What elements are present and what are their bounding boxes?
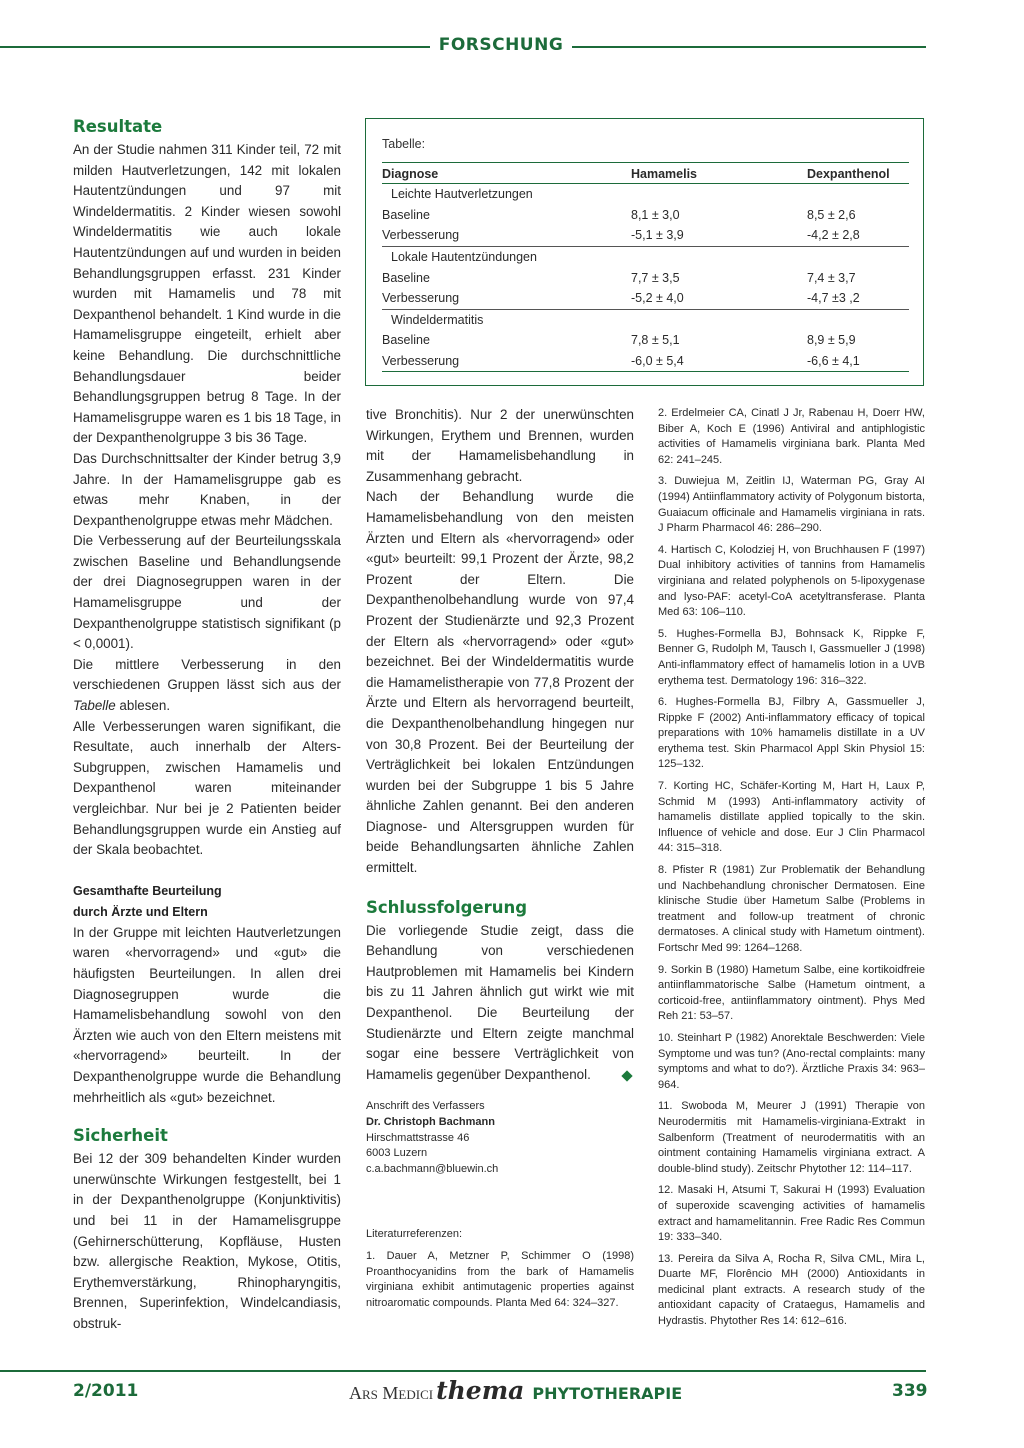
table-header: Dexpanthenol — [807, 163, 909, 184]
text-run: ablesen. — [115, 698, 171, 714]
assessment-heading-line-2: durch Ärzte und Eltern — [73, 904, 208, 919]
author-city: 6003 Luzern — [366, 1147, 428, 1160]
table-cell: 7,8 ± 5,1 — [631, 333, 680, 348]
header-rule-left — [0, 46, 430, 48]
table-header: Diagnose — [382, 163, 631, 184]
table-row — [382, 267, 909, 288]
text-run: Die mittlere Verbesserung in den verschiedenen Gruppen lässt sich aus der — [73, 656, 341, 693]
address-label: Anschrift des Verfassers — [366, 1100, 485, 1113]
header-rule-right — [572, 46, 926, 48]
paragraph — [366, 921, 634, 1086]
table-cell: 8,1 ± 3,0 — [631, 207, 680, 222]
reference-item: 6. Hughes-Formella BJ, Filbry A, Gassmueller J, Rippke F (2002) Anti-inflammatory efficacy of topical preparations with 10% hamamelis distillate in a UV erythema test. Skin Pharmacol Appl Skin Physiol 15: 125–132. — [658, 696, 925, 771]
reference-item: 4. Hartisch C, Kolodziej H, von Bruchhausen F (1997) Dual inhibitory activities of tannins from Hamamelis virginiana and related polyphenols on 5-lipoxygenase and lyso-PAF: acetyl-CoA acetyltransferase. Planta Med 63: 106–110. — [658, 543, 925, 619]
table-cell: Baseline — [382, 207, 430, 222]
safety-heading: Sicherheit — [73, 1126, 168, 1146]
assessment-heading-line-1: Gesamthafte Beurteilung — [73, 883, 222, 898]
paragraph — [73, 655, 341, 717]
paragraph: An der Studie nahmen 311 Kinder teil, 72 mit milden Hautverletzungen, 142 mit lokalen Hautentzündungen und 97 mit Windeldermatitis. 2 Kinder wiesen sowohl Windeldermatitis wie auch lokale Hautentzündungen auf und wurden in beiden Behandlungsgruppen erfasst. 231 Kinder wurden mit Hamamelis und 78 mit Dexpanthenol behandelt. 1 Kind wurde in die Hamamelisgruppe eingeteilt, erhielt aber keine Behandlung. Die durchschnittliche Behandlungsdauer beider Behandlungsgruppen betrug 8 Tage. In der Hamamelisgruppe waren es 1 bis 18 Tage, in der Dexpanthenolgruppe 3 bis 36 Tage. — [73, 142, 341, 446]
results-table-box — [365, 118, 924, 386]
table-cell: 7,7 ± 3,5 — [631, 270, 680, 285]
reference-item: 1. Dauer A, Metzner P, Schimmer O (1998) Proanthocyanidins from the bark of Hamamelis virginiana exhibit antimutagenic properties against nitroaromatic compounds. Planta Med 64: 324–327. — [366, 1249, 634, 1309]
reference-item: 2. Erdelmeier CA, Cinatl J Jr, Rabenau H, Doerr HW, Biber A, Koch E (1996) Antiviral and antiphlogistic activities of Hamamelis virginiana bark. Planta Med 62: 241–245. — [658, 407, 925, 466]
table-cell: 8,9 ± 5,9 — [807, 333, 856, 348]
issue-number: 2/2011 — [73, 1381, 139, 1401]
paragraph: Bei 12 der 309 behandelten Kinder wurden unerwünschte Wirkungen festgestellt, bei 1 in der Dexpanthenolgruppe (Konjunktivitis) und bei 11 in der Hamamelisgruppe (Gehirnerschütterung, Kopfläuse, Husten bzw. allergische Reaktion, Mykose, Otitis, Erythemverstärkung, Rhinopharyngitis, Brennen, Superinfektion, Windelcandiasis, obstruk- — [73, 1151, 341, 1331]
table-row — [382, 330, 909, 351]
column-1 — [73, 116, 341, 1334]
footer-rule — [0, 1370, 926, 1372]
results-heading: Resultate — [73, 117, 163, 136]
table-group-row — [382, 309, 909, 330]
end-mark-icon — [621, 1070, 632, 1081]
group-label: Windeldermatitis — [382, 309, 909, 330]
table-row — [382, 205, 909, 226]
paragraph: Die Verbesserung auf der Beurteilungsskala zwischen Baseline und Behandlungsende der drei Diagnosegruppen waren in der Hamamelisgruppe und der Dexpanthenolgruppe statistisch signifikant (p < 0,0001). — [73, 533, 341, 652]
reference-item: 3. Duwiejua M, Zeitlin IJ, Waterman PG, Gray AI (1994) Antiinflammatory activity of Polygonum bistorta, Guaiacum officinale and Hamamelis virginiana in rats. J Pharm Pharmacol 46: 286–290. — [658, 475, 925, 535]
reference-item: 8. Pfister R (1981) Zur Problematik der Behandlung und Nachbehandlung chronischer Dermatosen. Eine klinische Studie über Hametum Salbe (Problems in treatment and follow-up treatment of chronic dermatoses. A clinical study with Hametum ointment). Fortschr Med 99: 1264–1268. — [658, 864, 925, 954]
group-label: Leichte Hautverletzungen — [391, 187, 533, 202]
reference-item: 13. Pereira da Silva A, Rocha R, Silva CML, Mira L, Duarte MF, Florêncio MH (2000) Antioxidants in medicinal plant extracts. A research study of the antioxidant capacity of Crataegus, Hamamelis and Hydrastis. Phytother Res 14: 612–616. — [658, 1252, 925, 1328]
reference-item: 11. Swoboda M, Meurer J (1991) Therapie von Neurodermitis mit Hamamelis-virginiana-Extrakt in Salbenform (Treatment of neurodermatitis with an ointment containing Hamamelis virginiana extract. A double-blind study). Zeitschr Phytother 12: 114–117. — [658, 1100, 925, 1175]
paragraph: In der Gruppe mit leichten Hautverletzungen waren «hervorragend» und «gut» die häufigsten Beurteilungen. In allen drei Diagnosegruppen wurde die Hamamelisbehandlung sowohl von den Ärzten wie auch von den Eltern meistens mit «hervorragend» beurteilt. In der Dexpanthenolgruppe wurde die Behandlung mehrheitlich als «gut» bezeichnet. — [73, 924, 341, 1105]
table-reference: Tabelle — [73, 698, 116, 714]
paragraph: tive Bronchitis). Nur 2 der unerwünschten Wirkungen, Erythem und Brennen, wurden mit der Hamamelisbehandlung in Zusammenhang gebracht. — [366, 407, 634, 484]
column-2 — [366, 405, 634, 1311]
table-row — [382, 288, 909, 309]
table-header-row — [382, 163, 909, 184]
reference-item: 9. Sorkin B (1980) Hametum Salbe, eine kortikoidfreie antiinflammatorische Salbe (Hametum ointment, a corticoid-free, antiinflammatory ointment). Phys Med Reh 21: 53–57. — [658, 963, 925, 1023]
reference-item: 12. Masaki H, Atsumi T, Sakurai H (1993) Evaluation of superoxide scavenging activities of hamamelis extract and hamamelitannin. Free Radic Res Commun 19: 333–340. — [658, 1184, 925, 1244]
table-cell: -6,0 ± 5,4 — [631, 351, 807, 372]
table-cell: Verbesserung — [382, 291, 460, 306]
table-label: Tabelle: — [382, 137, 426, 151]
author-email: c.a.bachmann@bluewin.ch — [366, 1162, 499, 1175]
table-cell: -4,7 ±3 ,2 — [807, 291, 860, 306]
table-header: Hamamelis — [631, 163, 807, 184]
table-cell: -5,2 ± 4,0 — [631, 291, 684, 306]
author-name: Dr. Christoph Bachmann — [366, 1116, 495, 1128]
table-cell: Baseline — [382, 270, 430, 285]
table-row — [382, 351, 909, 372]
table-cell: -5,1 ± 3,9 — [631, 228, 684, 243]
table-cell: -4,2 ± 2,8 — [807, 228, 860, 243]
table-cell: 8,5 ± 2,6 — [807, 207, 856, 222]
references-label: Literaturreferenzen: — [366, 1228, 462, 1241]
reference-item: 7. Korting HC, Schäfer-Korting M, Hart H, Laux P, Schmid M (1993) Anti-inflammatory activity of hamamelis distillate applied topically to the skin. Influence of vehicle and dose. Eur J Clin Pharmacol 44: 315–318. — [658, 780, 925, 855]
page-number: 339 — [892, 1381, 928, 1401]
paragraph: Nach der Behandlung wurde die Hamamelisbehandlung von den meisten Ärzten und Eltern als «hervorragend» oder «gut» beurteilt: 99,1 Prozent der Ärzte, 98,2 Prozent der Eltern. Die Dexpanthenolbehandlung wurde von 97,4 Prozent der Studienärzte und 92,3 Prozent der Eltern als «hervorragend» oder «gut» bezeichnet. Bei der Windeldermatitis wurde die Hamamelistherapie von 77,8 Prozent der Ärzte und Eltern als hervorragend beurteilt, die Dexpanthenolbehandlung hingegen nur von 30,8 Prozent. Bei der Beurteilung der Verträglichkeit bei lokalen Entzündungen wurden bei der Subgruppe 1 bis 5 Jahre ähnliche Zahlen genannt. Bei den anderen Diagnose- und Altersgruppen wurden für beide Behandlungsarten ähnliche Zahlen ermittelt. — [366, 489, 634, 876]
table-group-row — [382, 184, 909, 205]
journal-brand — [349, 1376, 682, 1405]
text-run: Die vorliegende Studie zeigt, dass die Behandlung von verschiedenen Hautproblemen mit Hamamelis bei Kindern bis zu 11 Jahren ähnlich gut wirkt wie mit Dexpanthenol. Die Beurteilung der Studienärzte und Eltern zeigte manchmal sogar eine bessere Verträglichkeit von Hamamelis gegenüber Dexpanthenol. — [366, 922, 634, 1082]
brand-thema: thema — [436, 1376, 525, 1405]
group-label: Lokale Hautentzündungen — [382, 246, 909, 267]
results-table — [382, 162, 909, 372]
table-cell: 7,4 ± 3,7 — [807, 270, 856, 285]
section-title: FORSCHUNG — [438, 35, 564, 55]
references-list — [658, 406, 925, 1336]
table-cell: -6,6 ± 4,1 — [807, 351, 909, 372]
table-row — [382, 225, 909, 246]
brand-ars-medici: Ars Medici — [349, 1383, 434, 1403]
paragraph: Alle Verbesserungen waren signifikant, die Resultate, auch innerhalb der Alters-Subgruppen, zwischen Hamamelis und Dexpanthenol waren miteinander vergleichbar. Nur bei je 2 Patienten beider Behandlungsgruppen wurde ein Anstieg auf der Skala beobachtet. — [73, 718, 341, 858]
reference-item: 10. Steinhart P (1982) Anorektale Beschwerden: Viele Symptome und was tun? (Ano-rectal complaints: many symptoms and what to do?). Ärztliche Praxis 34: 963–964. — [658, 1031, 925, 1091]
table-group-row — [382, 246, 909, 267]
reference-item: 5. Hughes-Formella BJ, Bohnsack K, Rippke F, Benner G, Rudolph M, Tausch I, Gassmueller J (1998) Anti-inflammatory effect of hamamelis lotion in a UVB erythema test. Dermatology 196: 316–322. — [658, 627, 925, 687]
table-cell: Baseline — [382, 333, 430, 348]
table-cell: Verbesserung — [382, 351, 631, 372]
paragraph: Das Durchschnittsalter der Kinder betrug 3,9 Jahre. In der Hamamelisgruppe gab es etwas mehr Knaben, in der Dexpanthenolgruppe etwas mehr Mädchen. — [73, 450, 341, 528]
brand-phytotherapie: PHYTOTHERAPIE — [532, 1384, 683, 1403]
conclusion-heading: Schlussfolgerung — [366, 897, 528, 917]
author-street: Hirschmattstrasse 46 — [366, 1131, 470, 1144]
table-cell: Verbesserung — [382, 228, 460, 243]
